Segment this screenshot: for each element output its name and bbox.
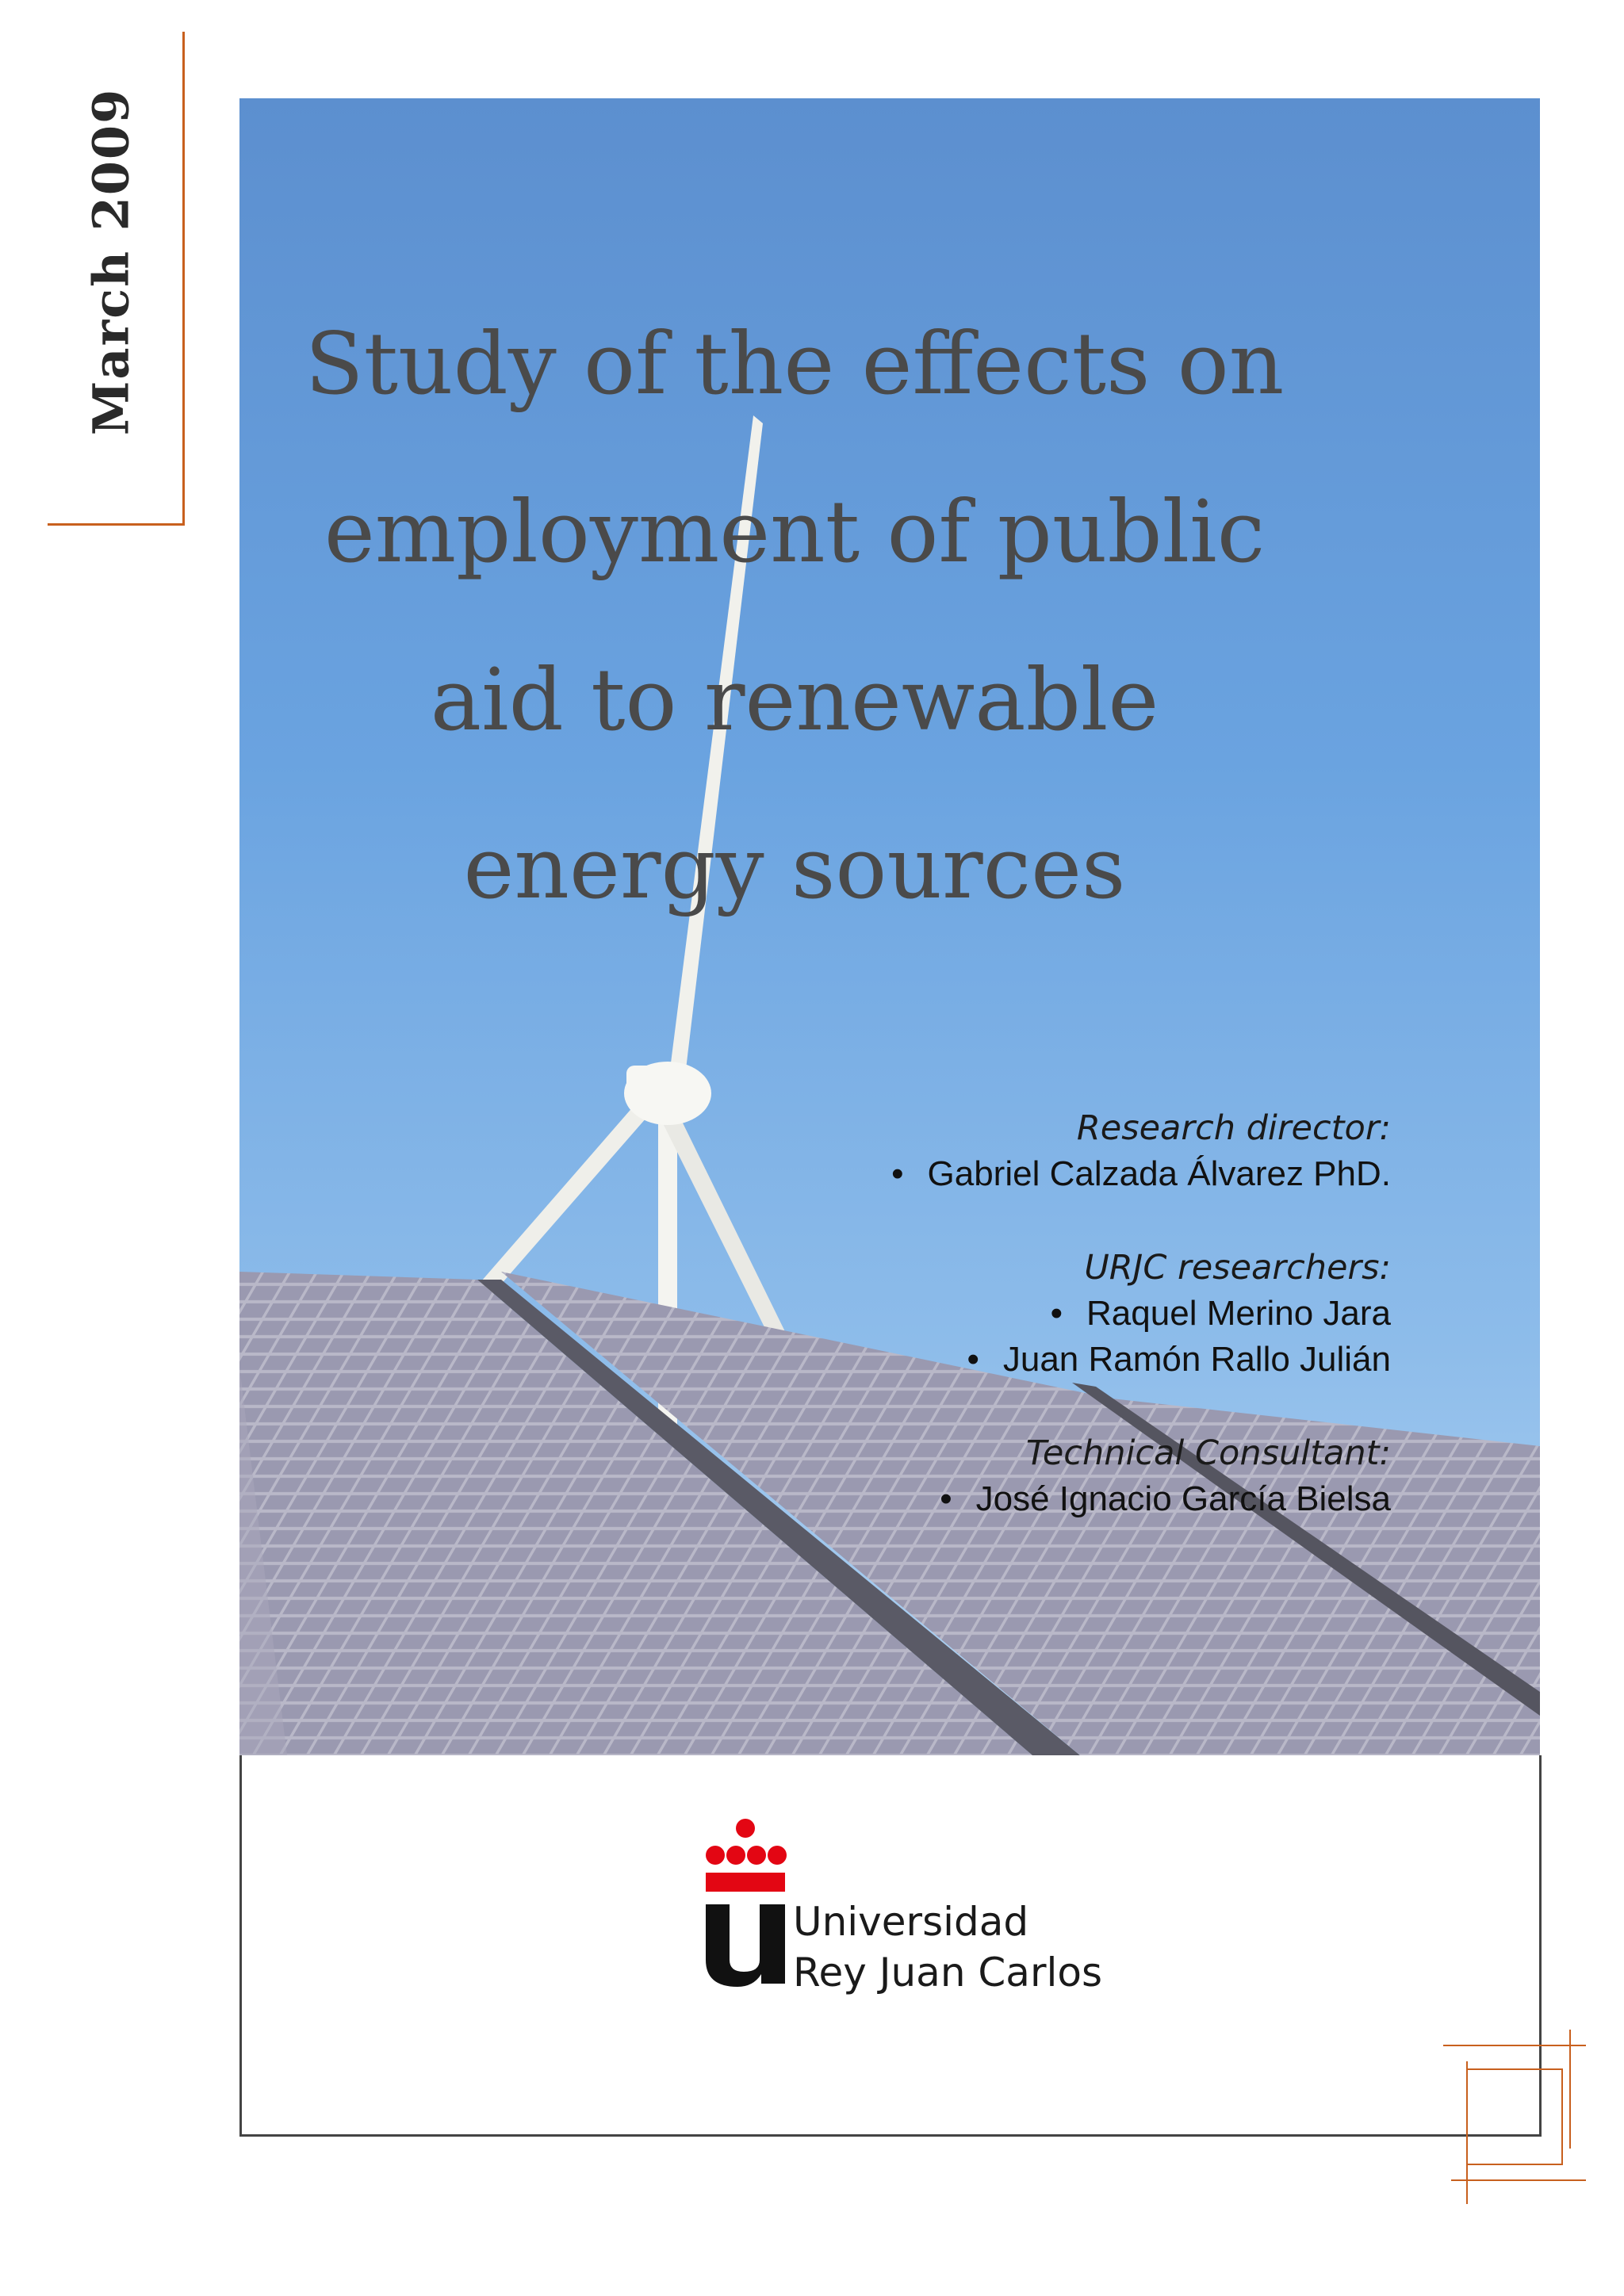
university-logo [698,1817,1174,1996]
document-title: Study of the effects on employment of public aid to renewable energy sources [304,315,1285,918]
credits-block [677,1105,1391,1522]
credit-item: • Raquel Merino Jara [677,1291,1391,1337]
credit-item: • Juan Ramón Rallo Julián [677,1337,1391,1383]
logo-line-1: Universidad [793,1899,1029,1945]
credit-heading-director: Research director: [1076,1108,1391,1148]
credit-heading-consultant: Technical Consultant: [1025,1433,1391,1473]
logo-line-2: Rey Juan Carlos [793,1950,1103,1996]
corner-ornament-icon [1443,2030,1586,2204]
urjc-crest-icon [698,1817,793,1992]
credit-item: • Gabriel Calzada Álvarez PhD. [677,1151,1391,1197]
logo-panel [239,1755,1542,2137]
credit-heading-researchers: URJC researchers: [1084,1248,1391,1288]
publication-date: March 2009 [82,87,140,436]
cover-image [239,98,1540,1755]
credit-item: • José Ignacio García Bielsa [677,1476,1391,1522]
